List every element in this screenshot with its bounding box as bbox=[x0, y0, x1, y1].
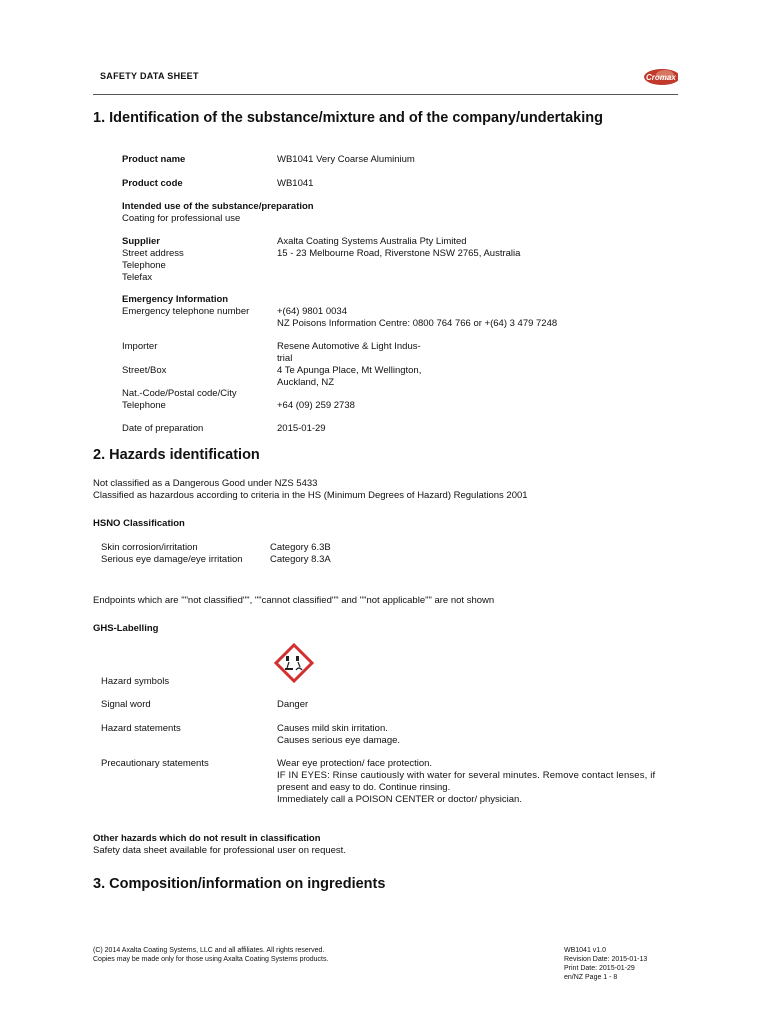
poisons-centre: NZ Poisons Information Centre: 0800 764 766 or +(64) 3 479 7248 bbox=[277, 318, 558, 329]
header-divider bbox=[93, 94, 678, 95]
precautionary-statement: Wear eye protection/ face protection. bbox=[277, 758, 433, 769]
hsno-item-category: Category 6.3B bbox=[270, 542, 331, 553]
prep-date-value: 2015-01-29 bbox=[277, 423, 326, 434]
nat-code-label: Nat.-Code/Postal code/City bbox=[122, 388, 237, 399]
importer-phone-label: Telephone bbox=[122, 400, 166, 411]
street-address-label: Street address bbox=[122, 248, 184, 259]
importer-name-line1: Resene Automotive & Light Indus- bbox=[277, 341, 421, 352]
supplier-name: Axalta Coating Systems Australia Pty Limited bbox=[277, 236, 467, 247]
importer-name-line2: trial bbox=[277, 353, 293, 364]
product-name-label: Product name bbox=[122, 154, 186, 165]
signal-word-label: Signal word bbox=[101, 699, 151, 710]
section2-heading: 2. Hazards identification bbox=[93, 447, 260, 463]
hazard-statements-label: Hazard statements bbox=[101, 723, 181, 734]
footer-version: WB1041 v1.0 bbox=[564, 947, 607, 954]
hsno-item-category: Category 8.3A bbox=[270, 554, 331, 565]
hazard-statement: Causes mild skin irritation. bbox=[277, 723, 388, 734]
document-header-title: SAFETY DATA SHEET bbox=[100, 71, 199, 81]
footer-revision-date: Revision Date: 2015-01-13 bbox=[564, 956, 648, 963]
intended-use-label: Intended use of the substance/preparation bbox=[122, 201, 314, 212]
product-name-value: WB1041 Very Coarse Aluminium bbox=[277, 154, 415, 165]
telephone-label: Telephone bbox=[122, 260, 166, 271]
footer-page-number: en/NZ Page 1 - 8 bbox=[564, 974, 618, 981]
emergency-info-label: Emergency Information bbox=[122, 294, 229, 305]
other-hazards-label: Other hazards which do not result in classification bbox=[93, 833, 321, 844]
hazardous-classification-statement: Classified as hazardous according to criteria in the HS (Minimum Degrees of Hazard) Regulations 2001 bbox=[93, 490, 528, 501]
other-hazards-value: Safety data sheet available for professional user on request. bbox=[93, 845, 346, 856]
emergency-phone-value: +(64) 9801 0034 bbox=[277, 306, 347, 317]
importer-label: Importer bbox=[122, 341, 158, 352]
emergency-phone-label: Emergency telephone number bbox=[122, 306, 250, 317]
hsno-item-name: Skin corrosion/irritation bbox=[101, 542, 198, 553]
precautionary-statement: Immediately call a POISON CENTER or doctor/ physician. bbox=[277, 794, 522, 805]
hsno-classification-label: HSNO Classification bbox=[93, 518, 185, 529]
corrosion-pictogram-icon bbox=[274, 643, 314, 683]
supplier-address: 15 - 23 Melbourne Road, Riverstone NSW 2765, Australia bbox=[277, 248, 521, 259]
importer-phone-value: +64 (09) 259 2738 bbox=[277, 400, 355, 411]
product-code-value: WB1041 bbox=[277, 178, 314, 189]
telefax-label: Telefax bbox=[122, 272, 153, 283]
prep-date-label: Date of preparation bbox=[122, 423, 204, 434]
street-box-value: 4 Te Apunga Place, Mt Wellington, bbox=[277, 365, 422, 376]
svg-text:Cromax: Cromax bbox=[646, 73, 676, 82]
precautionary-statements-label: Precautionary statements bbox=[101, 758, 209, 769]
precautionary-statement: IF IN EYES: Rinse cautiously with water for several minutes. Remove contact lenses, if bbox=[277, 770, 656, 781]
hazard-statement: Causes serious eye damage. bbox=[277, 735, 401, 746]
hsno-item-name: Serious eye damage/eye irritation bbox=[101, 554, 243, 565]
footer-print-date: Print Date: 2015-01-29 bbox=[564, 965, 635, 972]
signal-word-value: Danger bbox=[277, 699, 309, 710]
endpoints-statement: Endpoints which are ""not classified"", ""cannot classified"" and ""not applicable"" are not shown bbox=[93, 595, 495, 606]
intended-use-value: Coating for professional use bbox=[122, 213, 241, 224]
section3-heading: 3. Composition/information on ingredients bbox=[93, 876, 386, 892]
footer-copyright: (C) 2014 Axalta Coating Systems, LLC and all affiliates. All rights reserved. bbox=[93, 947, 325, 954]
ghs-labelling-label: GHS-Labelling bbox=[93, 623, 159, 634]
product-code-label: Product code bbox=[122, 178, 183, 189]
city-value: Auckland, NZ bbox=[277, 377, 335, 388]
footer-copies: Copies may be made only for those using Axalta Coating Systems products. bbox=[93, 956, 329, 963]
cromax-logo bbox=[638, 62, 678, 88]
dangerous-good-statement: Not classified as a Dangerous Good under NZS 5433 bbox=[93, 478, 318, 489]
supplier-label: Supplier bbox=[122, 236, 161, 247]
hazard-symbols-label: Hazard symbols bbox=[101, 676, 170, 687]
section1-heading: 1. Identification of the substance/mixture and of the company/undertaking bbox=[93, 110, 603, 126]
street-box-label: Street/Box bbox=[122, 365, 167, 376]
precautionary-statement: present and easy to do. Continue rinsing. bbox=[277, 782, 451, 793]
